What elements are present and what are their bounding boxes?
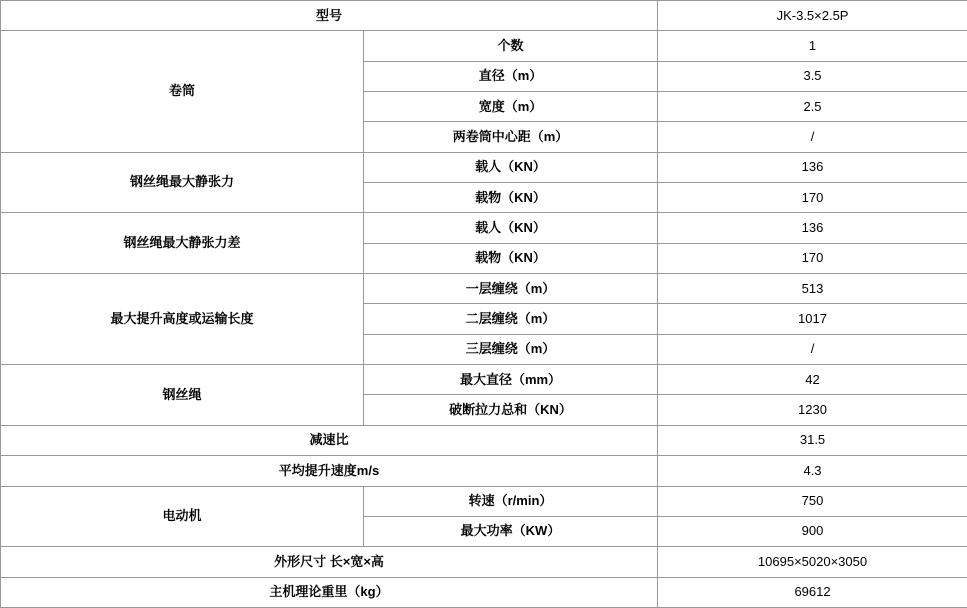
param-value: 900 [658,516,967,546]
table-row [1,1,967,31]
param-value: 170 [658,243,967,273]
param-value: 170 [658,183,967,213]
table-row [1,274,967,304]
param-label: 直径（m） [364,61,658,91]
param-value: 42 [658,365,967,395]
param-label: 三层缠绕（m） [364,334,658,364]
param-value: 750 [658,486,967,516]
param-label: 转速（r/min） [364,486,658,516]
row-label-dimensions: 外形尺寸 长×宽×高 [1,547,658,577]
param-value: 2.5 [658,92,967,122]
param-label: 宽度（m） [364,92,658,122]
param-label: 二层缠绕（m） [364,304,658,334]
model-value: JK-3.5×2.5P [658,1,967,31]
group-label-motor: 电动机 [1,486,364,547]
table-row [1,213,967,243]
group-label-wire-rope: 钢丝绳 [1,365,364,426]
param-label: 个数 [364,31,658,61]
param-label: 最大直径（mm） [364,365,658,395]
row-label-average-speed: 平均提升速度m/s [1,456,658,486]
row-value-dimensions: 10695×5020×3050 [658,547,967,577]
model-label: 型号 [1,1,658,31]
param-value: 1230 [658,395,967,425]
param-value: 1 [658,31,967,61]
group-label-max-static-tension-diff: 钢丝绳最大静张力差 [1,213,364,274]
row-value-theoretical-weight: 69612 [658,577,967,607]
table-row [1,577,967,607]
table-row [1,425,967,455]
group-label-drum: 卷筒 [1,31,364,152]
table-row [1,486,967,516]
param-value: 3.5 [658,61,967,91]
table-row [1,152,967,182]
table-row [1,456,967,486]
param-value: 136 [658,152,967,182]
param-label: 最大功率（KW） [364,516,658,546]
param-value: / [658,122,967,152]
param-label: 一层缠绕（m） [364,274,658,304]
table-row [1,365,967,395]
table-row [1,31,967,61]
row-label-theoretical-weight: 主机理论重里（kg） [1,577,658,607]
row-value-reduction-ratio: 31.5 [658,425,967,455]
param-label: 载物（KN） [364,183,658,213]
param-value: 136 [658,213,967,243]
row-value-average-speed: 4.3 [658,456,967,486]
param-value: / [658,334,967,364]
group-label-max-static-tension: 钢丝绳最大静张力 [1,152,364,213]
param-value: 1017 [658,304,967,334]
param-label: 载人（KN） [364,213,658,243]
param-label: 载物（KN） [364,243,658,273]
group-label-max-lift-height: 最大提升高度或运输长度 [1,274,364,365]
table-row [1,547,967,577]
param-label: 破断拉力总和（KN） [364,395,658,425]
row-label-reduction-ratio: 减速比 [1,425,658,455]
param-label: 两卷筒中心距（m） [364,122,658,152]
param-label: 载人（KN） [364,152,658,182]
param-value: 513 [658,274,967,304]
